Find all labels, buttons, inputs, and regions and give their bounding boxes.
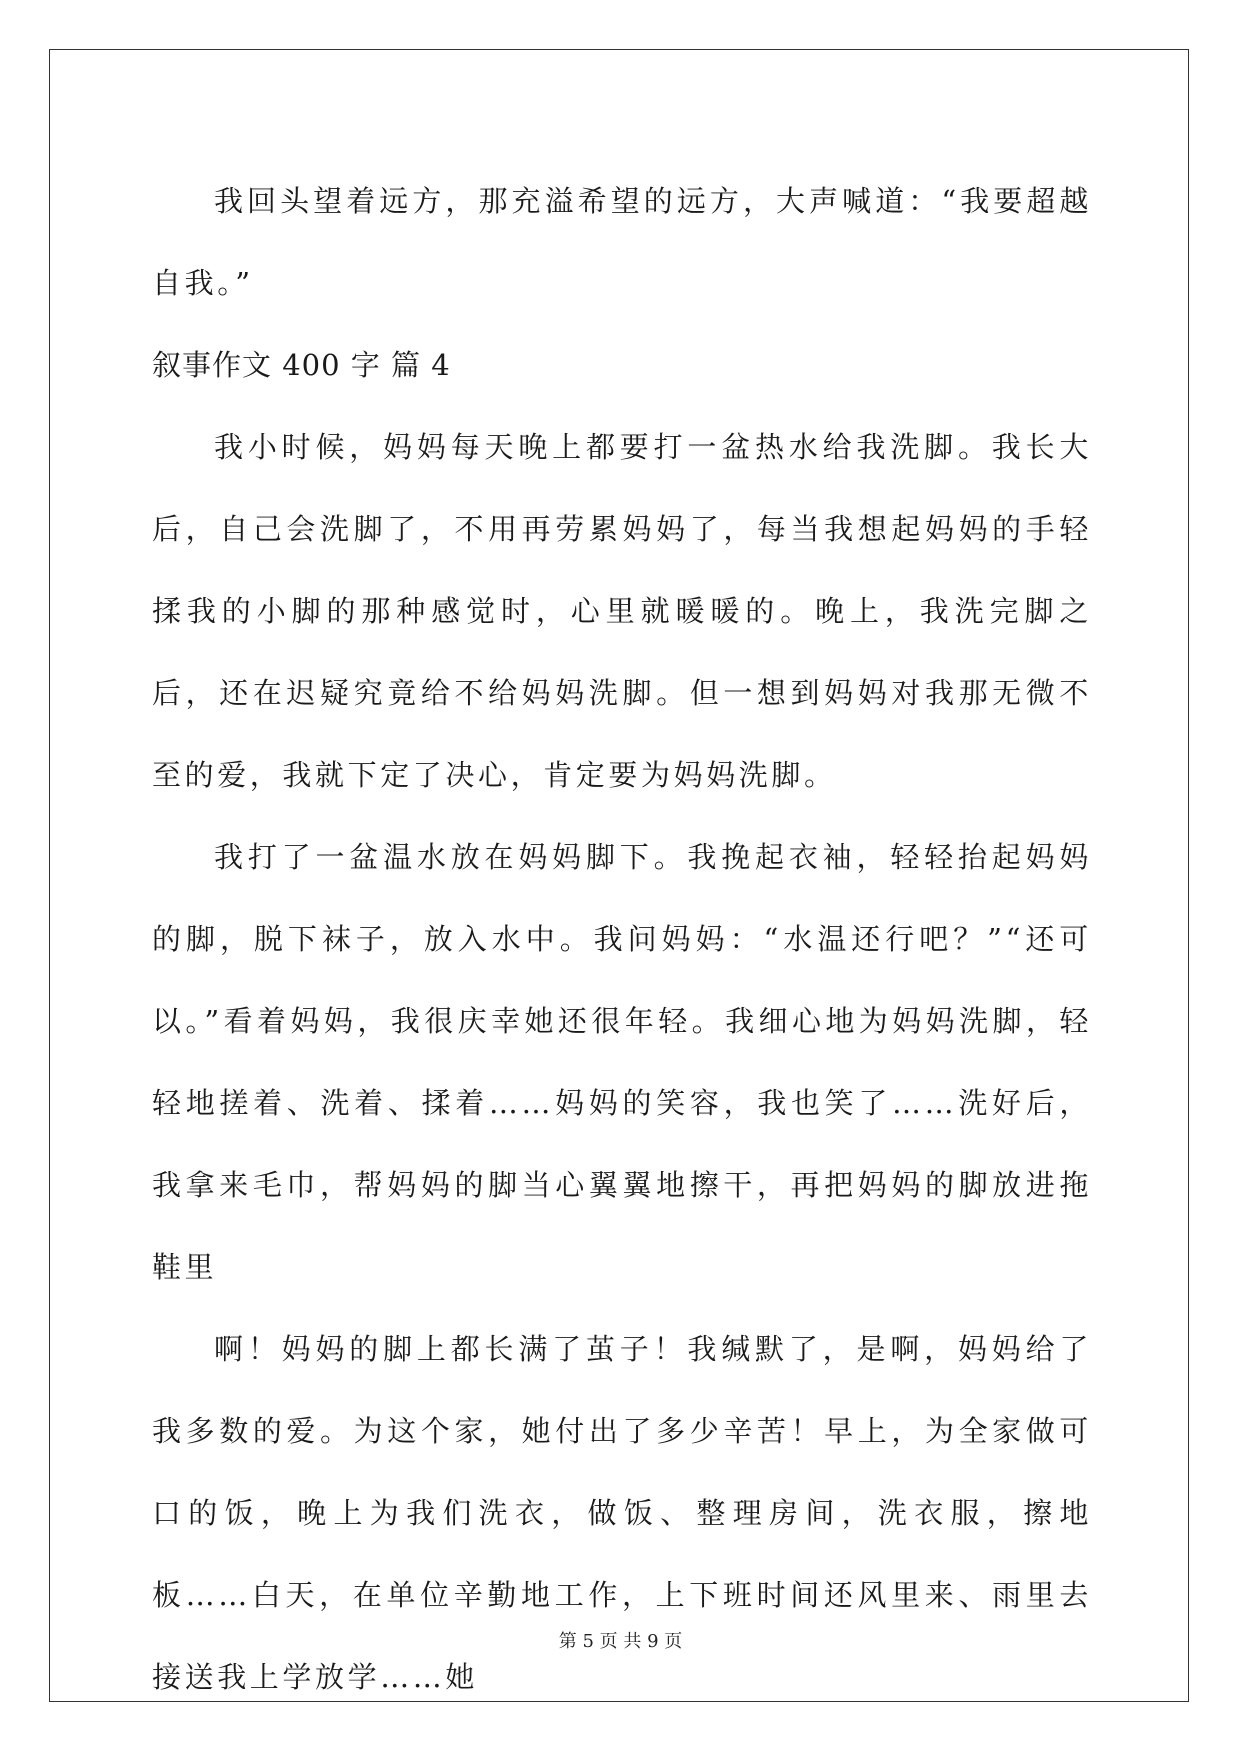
- paragraph: 啊！妈妈的脚上都长满了茧子！我缄默了，是啊，妈妈给了我多数的爱。为这个家，她付出了多少辛苦！早上，为全家做可口的饭，晚上为我们洗衣，做饭、整理房间，洗衣服，擦地板……白天，在单位辛勤地工作，上下班时间还风里来、雨里去接送我上学放学……她: [152, 1332, 1092, 1694]
- page-number-footer: 第 5 页 共 9 页: [558, 1631, 683, 1652]
- paragraph: 我打了一盆温水放在妈妈脚下。我挽起衣袖，轻轻抬起妈妈的脚，脱下袜子，放入水中。我问妈妈：“水温还行吧？”“还可以。”看着妈妈，我很庆幸她还很年轻。我细心地为妈妈洗脚，轻轻地搓着、洗着、揉着……妈妈的笑容，我也笑了……洗好后，我拿来毛巾，帮妈妈的脚当心翼翼地擦干，再把妈妈的脚放进拖鞋里: [152, 840, 1092, 1284]
- section-heading: 叙事作文 400 字 篇 4: [152, 348, 451, 382]
- document-body: [152, 160, 1092, 1718]
- paragraph: 我小时候，妈妈每天晚上都要打一盆热水给我洗脚。我长大后，自己会洗脚了，不用再劳累妈妈了，每当我想起妈妈的手轻揉我的小脚的那种感觉时，心里就暖暖的。晚上，我洗完脚之后，还在迟疑究竟给不给妈妈洗脚。但一想到妈妈对我那无微不至的爱，我就下定了决心，肯定要为妈妈洗脚。: [152, 430, 1092, 792]
- paragraph: 我回头望着远方，那充溢希望的远方，大声喊道：“我要超越自我。”: [152, 184, 1092, 300]
